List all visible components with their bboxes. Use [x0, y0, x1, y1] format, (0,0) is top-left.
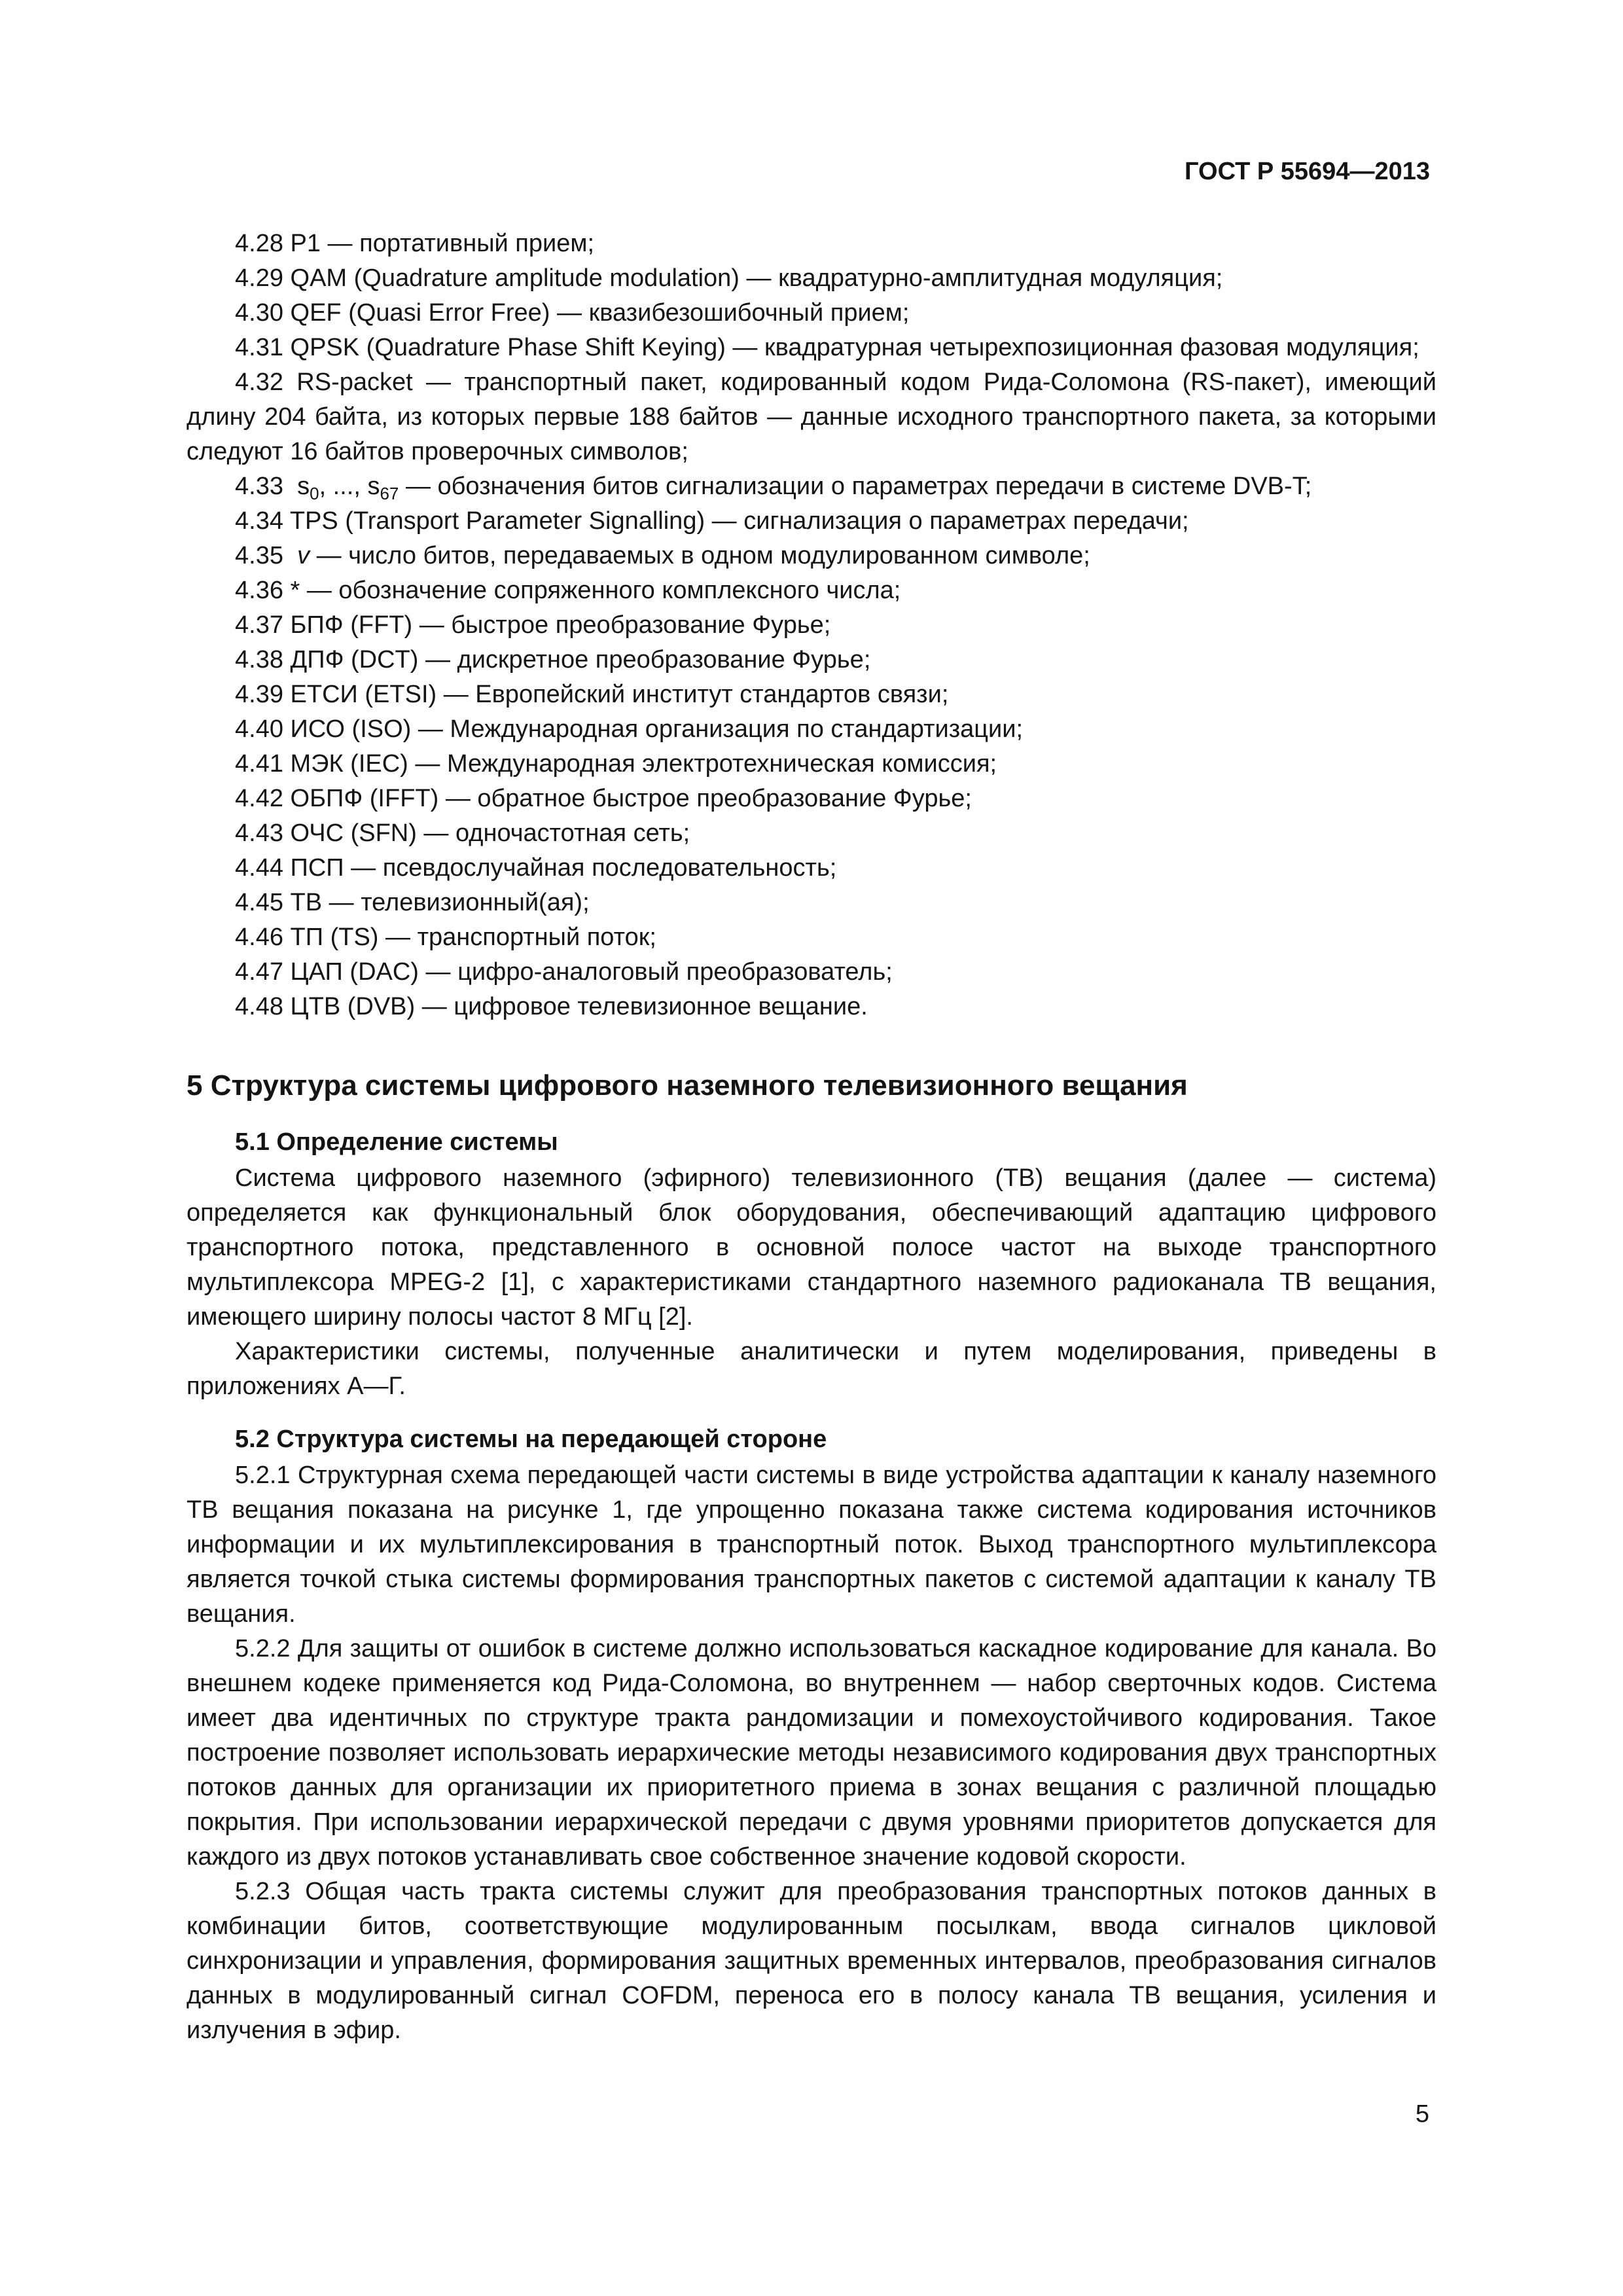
abbreviation-item: 4.41 МЭК (IEC) — Международная электротехническая комиссия; [235, 750, 997, 778]
item-number: 4.33 [235, 473, 283, 500]
abbreviation-item [187, 469, 1436, 504]
paragraph: Характеристики системы, полученные аналитически и путем моделирования, приведены в приложениях А—Г. [187, 1338, 1436, 1400]
abbreviation-item [187, 539, 1436, 573]
abbreviation-item: 4.45 ТВ — телевизионный(ая); [235, 889, 590, 916]
abbreviation-item: 4.46 ТП (TS) — транспортный поток; [235, 924, 656, 951]
page-number: 5 [1415, 2100, 1429, 2128]
abbreviation-item: 4.36 * — обозначение сопряженного комплексного числа; [235, 577, 901, 604]
abbreviation-item: 4.31 QPSK (Quadrature Phase Shift Keying) — квадратурная четырехпозиционная фазовая модуляция; [235, 334, 1419, 361]
paragraph: 5.2.1 Структурная схема передающей части системы в виде устройства адаптации к каналу наземного ТВ вещания показана на рисунке 1, где упрощенно показана также система кодирования источников информации и их мультиплексирования в транспортный поток. Выход транспортного мультиплексора является точкой стыка системы формирования транспортных пакетов с системой адаптации к каналу ТВ вещания. [187, 1462, 1436, 1628]
symbol-v: v [297, 542, 310, 569]
abbreviation-item: 4.42 ОБПФ (IFFT) — обратное быстрое преобразование Фурье; [235, 785, 972, 812]
abbreviation-item: 4.43 ОЧС (SFN) — одночастотная сеть; [235, 819, 690, 847]
item-number: 4.35 [235, 542, 283, 569]
paragraph: 5.2.2 Для защиты от ошибок в системе должно использоваться каскадное кодирование для канала. Во внешнем кодеке применяется код Рида-Соломона, во внутреннем — набор сверточных кодов. Система имеет два идентичных по структуре тракта рандомизации и помехоустойчивого кодирования. Такое построение позволяет использовать иерархические методы независимого кодирования двух транспортных потоков данных для организации их приоритетного приема в зонах вещания с различной площадью покрытия. При использовании иерархической передачи с двумя уровнями приоритетов допускается для каждого из двух потоков устанавливать свое собственное значение кодовой скорости. [187, 1635, 1436, 1871]
page-content [187, 226, 1436, 2048]
subsection-title: 5.1 Определение системы [235, 1128, 558, 1156]
abbreviation-item: 4.28 P1 — портативный прием; [235, 230, 595, 257]
abbreviation-item: 4.37 БПФ (FFT) — быстрое преобразование Фурье; [235, 611, 831, 639]
abbreviation-item: 4.40 ИСО (ISO) — Международная организация по стандартизации; [235, 715, 1024, 743]
abbreviation-item: 4.47 ЦАП (DAC) — цифро-аналоговый преобразователь; [235, 958, 893, 986]
section-title: 5 Структура системы цифрового наземного телевизионного вещания [187, 1069, 1188, 1102]
abbreviation-item: 4.48 ЦТВ (DVB) — цифровое телевизионное вещание. [235, 993, 868, 1020]
abbreviation-item: 4.39 ЕТСИ (ETSI) — Европейский институт стандартов связи; [235, 681, 949, 708]
item-text: — обозначения битов сигнализации о параметрах передачи в системе DVB-T; [399, 473, 1312, 500]
abbreviation-item: 4.44 ПСП — псевдослучайная последовательность; [235, 854, 837, 882]
abbreviation-item: 4.38 ДПФ (DCT) — дискретное преобразование Фурье; [235, 646, 871, 673]
item-text: — число битов, передаваемых в одном модулированном символе; [310, 542, 1090, 569]
paragraph: 5.2.3 Общая часть тракта системы служит для преобразования транспортных потоков данных в комбинации битов, соответствующие модулированным посылкам, ввода сигналов цикловой синхронизации и управления, формирования защитных временных интервалов, преобразования сигналов данных в модулированный сигнал COFDM, переноса его в полосу канала ТВ вещания, усиления и излучения в эфир. [187, 1878, 1436, 2044]
subsection-title: 5.2 Структура системы на передающей стороне [235, 1426, 827, 1453]
subscript-0: 0 [310, 484, 319, 503]
abbreviation-item: 4.32 RS-packet — транспортный пакет, кодированный кодом Рида-Соломона (RS-пакет), имеющий длину 204 байта, из которых первые 188 байтов — данные исходного транспортного пакета, за которыми следуют 16 байтов проверочных символов; [187, 368, 1436, 465]
document-code: ГОСТ Р 55694—2013 [1185, 158, 1430, 185]
abbreviation-item: 4.30 QEF (Quasi Error Free) — квазибезошибочный прием; [235, 299, 910, 327]
paragraph: Система цифрового наземного (эфирного) телевизионного (ТВ) вещания (далее — система) определяется как функциональный блок оборудования, обеспечивающий адаптацию цифрового транспортного потока, представленного в основной полосе частот на выходе транспортного мультиплексора MPEG-2 [1], с характеристиками стандартного наземного радиоканала ТВ вещания, имеющего ширину полосы частот 8 МГц [2]. [187, 1164, 1436, 1331]
symbol-s: s [297, 473, 310, 500]
abbreviation-item: 4.29 QAM (Quadrature amplitude modulation) — квадратурно-амплитудная модуляция; [235, 264, 1223, 292]
abbreviation-item: 4.34 TPS (Transport Parameter Signalling) — сигнализация о параметрах передачи; [235, 507, 1189, 535]
symbol-range: , ..., s [319, 473, 380, 500]
subscript-67: 67 [380, 484, 399, 503]
